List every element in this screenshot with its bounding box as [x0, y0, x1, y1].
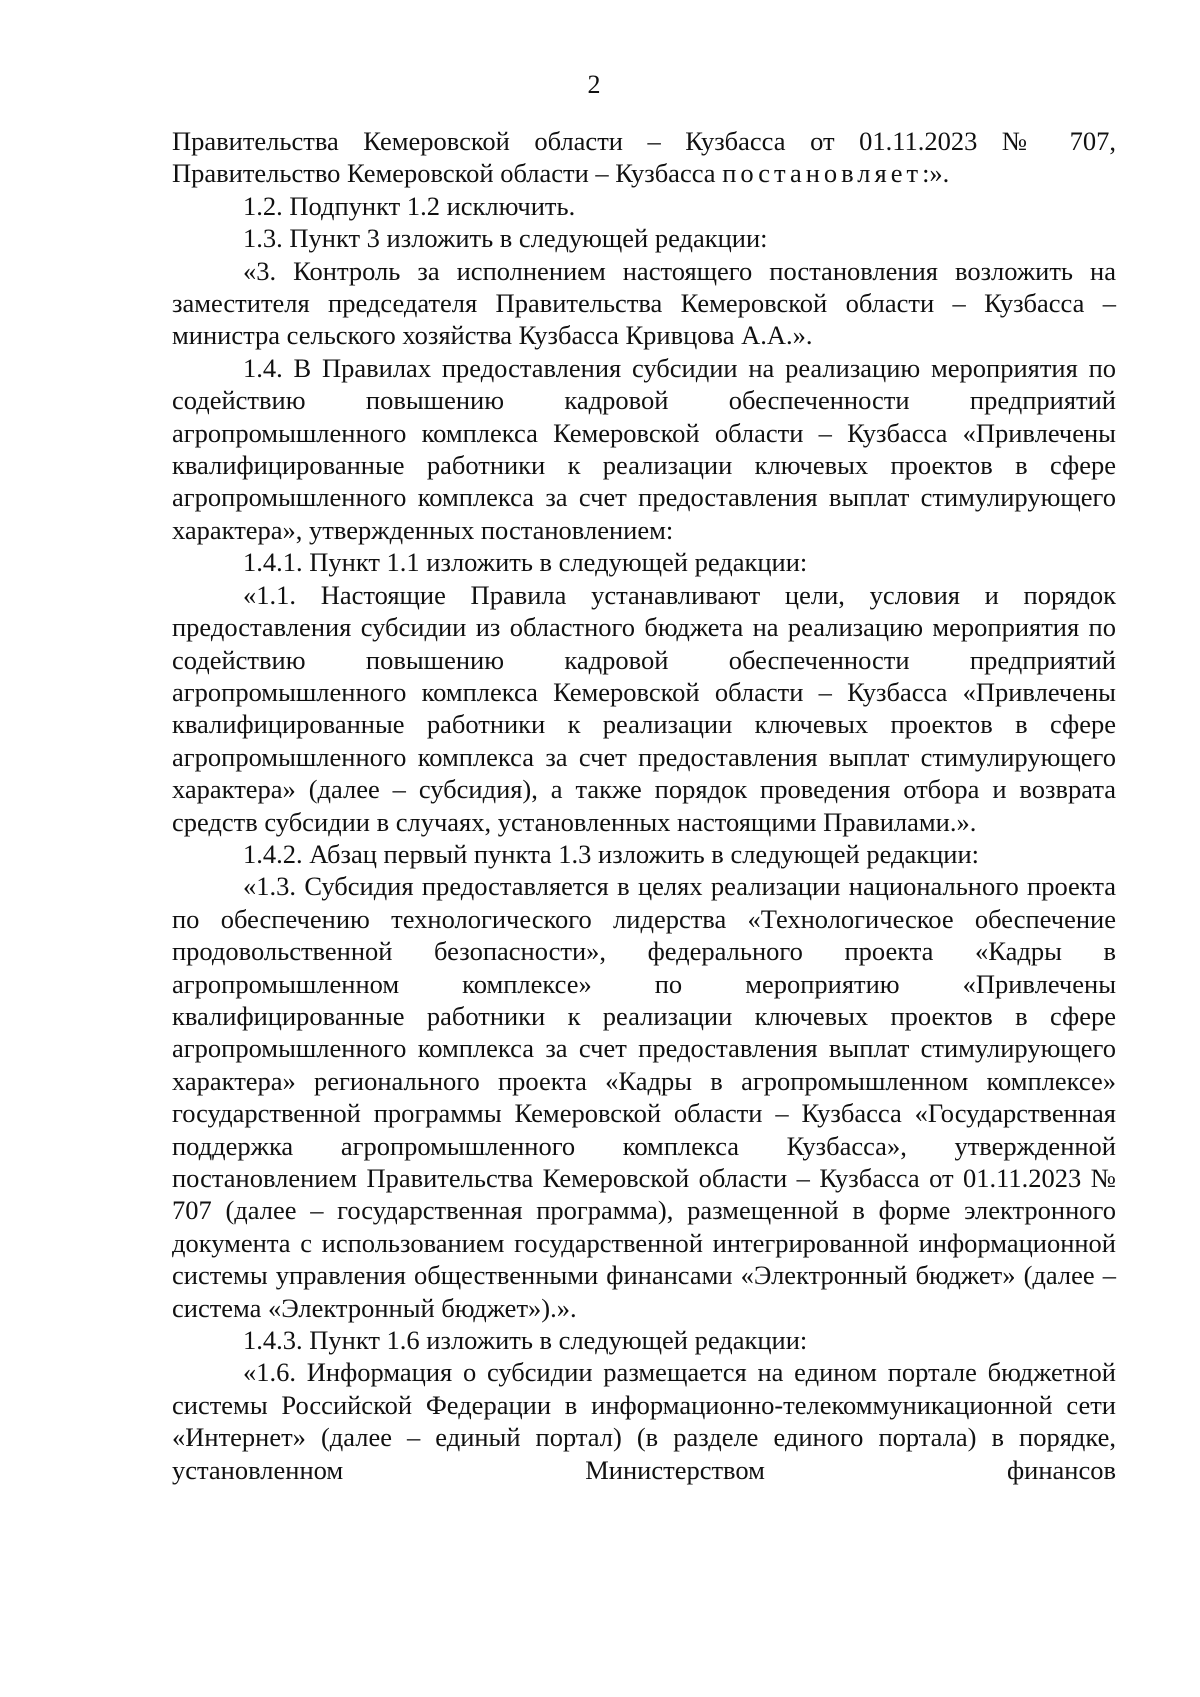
paragraph-preamble-tail: :».	[922, 158, 950, 189]
paragraph-1-3: 1.3. Пункт 3 изложить в следующей редакции:	[243, 223, 768, 254]
paragraph-item-1-3-quote: «1.3. Субсидия предоставляется в целях реализации национального проекта по обеспечению технологического лидерства «Технологическое обеспечение продовольственной безопасности», федерального проекта «Кадры в агропромышленном комплексе» по мероприятию «Привлечены квалифицированные работники к реализации ключевых проектов в сфере агропромышленного комплекса за счет предоставления выплат стимулирующего характера» регионального проекта «Кадры в агропромышленном комплексе» государственной программы Кемеровской области – Кузбасса «Государственная поддержка агропромышленного комплекса Кузбасса», утвержденной постановлением Правительства Кемеровской области – Кузбасса от 01.11.2023 № 707 (далее – государственная программа), размещенной в форме электронного документа с использованием государственной интегрированной информационной системы управления общественными финансами «Электронный бюджет» (далее – система «Электронный бюджет»).».	[172, 871, 1116, 1323]
page-number: 2	[587, 70, 601, 99]
paragraph-item-1-1-quote: «1.1. Настоящие Правила устанавливают цели, условия и порядок предоставления субсидии из областного бюджета на реализацию мероприятия по содействию повышению кадровой обеспеченности предприятий агропромышленного комплекса Кемеровской области – Кузбасса «Привлечены квалифицированные работники к реализации ключевых проектов в сфере агропромышленного комплекса за счет предоставления выплат стимулирующего характера» (далее – субсидия), а также порядок проведения отбора и возврата средств субсидии в случаях, установленных настоящими Правилами.».	[172, 579, 1116, 837]
paragraph-item-1-6-quote: «1.6. Информация о субсидии размещается на едином портале бюджетной системы Российской Федерации в информационно-телекоммуникационной сети «Интернет» (далее – единый портал) (в разделе единого портала) в порядке, установленном Министерством финансов	[172, 1357, 1116, 1485]
paragraph-preamble-spaced-word: постановляет	[722, 158, 923, 189]
paragraph-1-4-2: 1.4.2. Абзац первый пункта 1.3 изложить в следующей редакции:	[243, 838, 980, 869]
document-body	[172, 125, 1116, 1486]
paragraph-1-4: 1.4. В Правилах предоставления субсидии на реализацию мероприятия по содействию повышению кадровой обеспеченности предприятий агропромышленного комплекса Кемеровской области – Кузбасса «Привлечены квалифицированные работники к реализации ключевых проектов в сфере агропромышленного комплекса за счет предоставления выплат стимулирующего характера», утвержденных постановлением:	[172, 352, 1116, 545]
paragraph-1-4-1: 1.4.1. Пункт 1.1 изложить в следующей редакции:	[243, 547, 808, 578]
paragraph-1-4-3: 1.4.3. Пункт 1.6 изложить в следующей редакции:	[243, 1325, 808, 1356]
paragraph-preamble-text: Правительства Кемеровской области – Кузбасса от 01.11.2023 № 707, Правительство Кемеровской области – Кузбасса	[172, 126, 1116, 189]
paragraph-item-3-quote: «3. Контроль за исполнением настоящего постановления возложить на заместителя председателя Правительства Кемеровской области – Кузбасса – министра сельского хозяйства Кузбасса Кривцова А.А.».	[172, 255, 1116, 351]
paragraph-1-2: 1.2. Подпункт 1.2 исключить.	[243, 190, 576, 221]
paragraph-preamble-ending	[172, 125, 1116, 190]
